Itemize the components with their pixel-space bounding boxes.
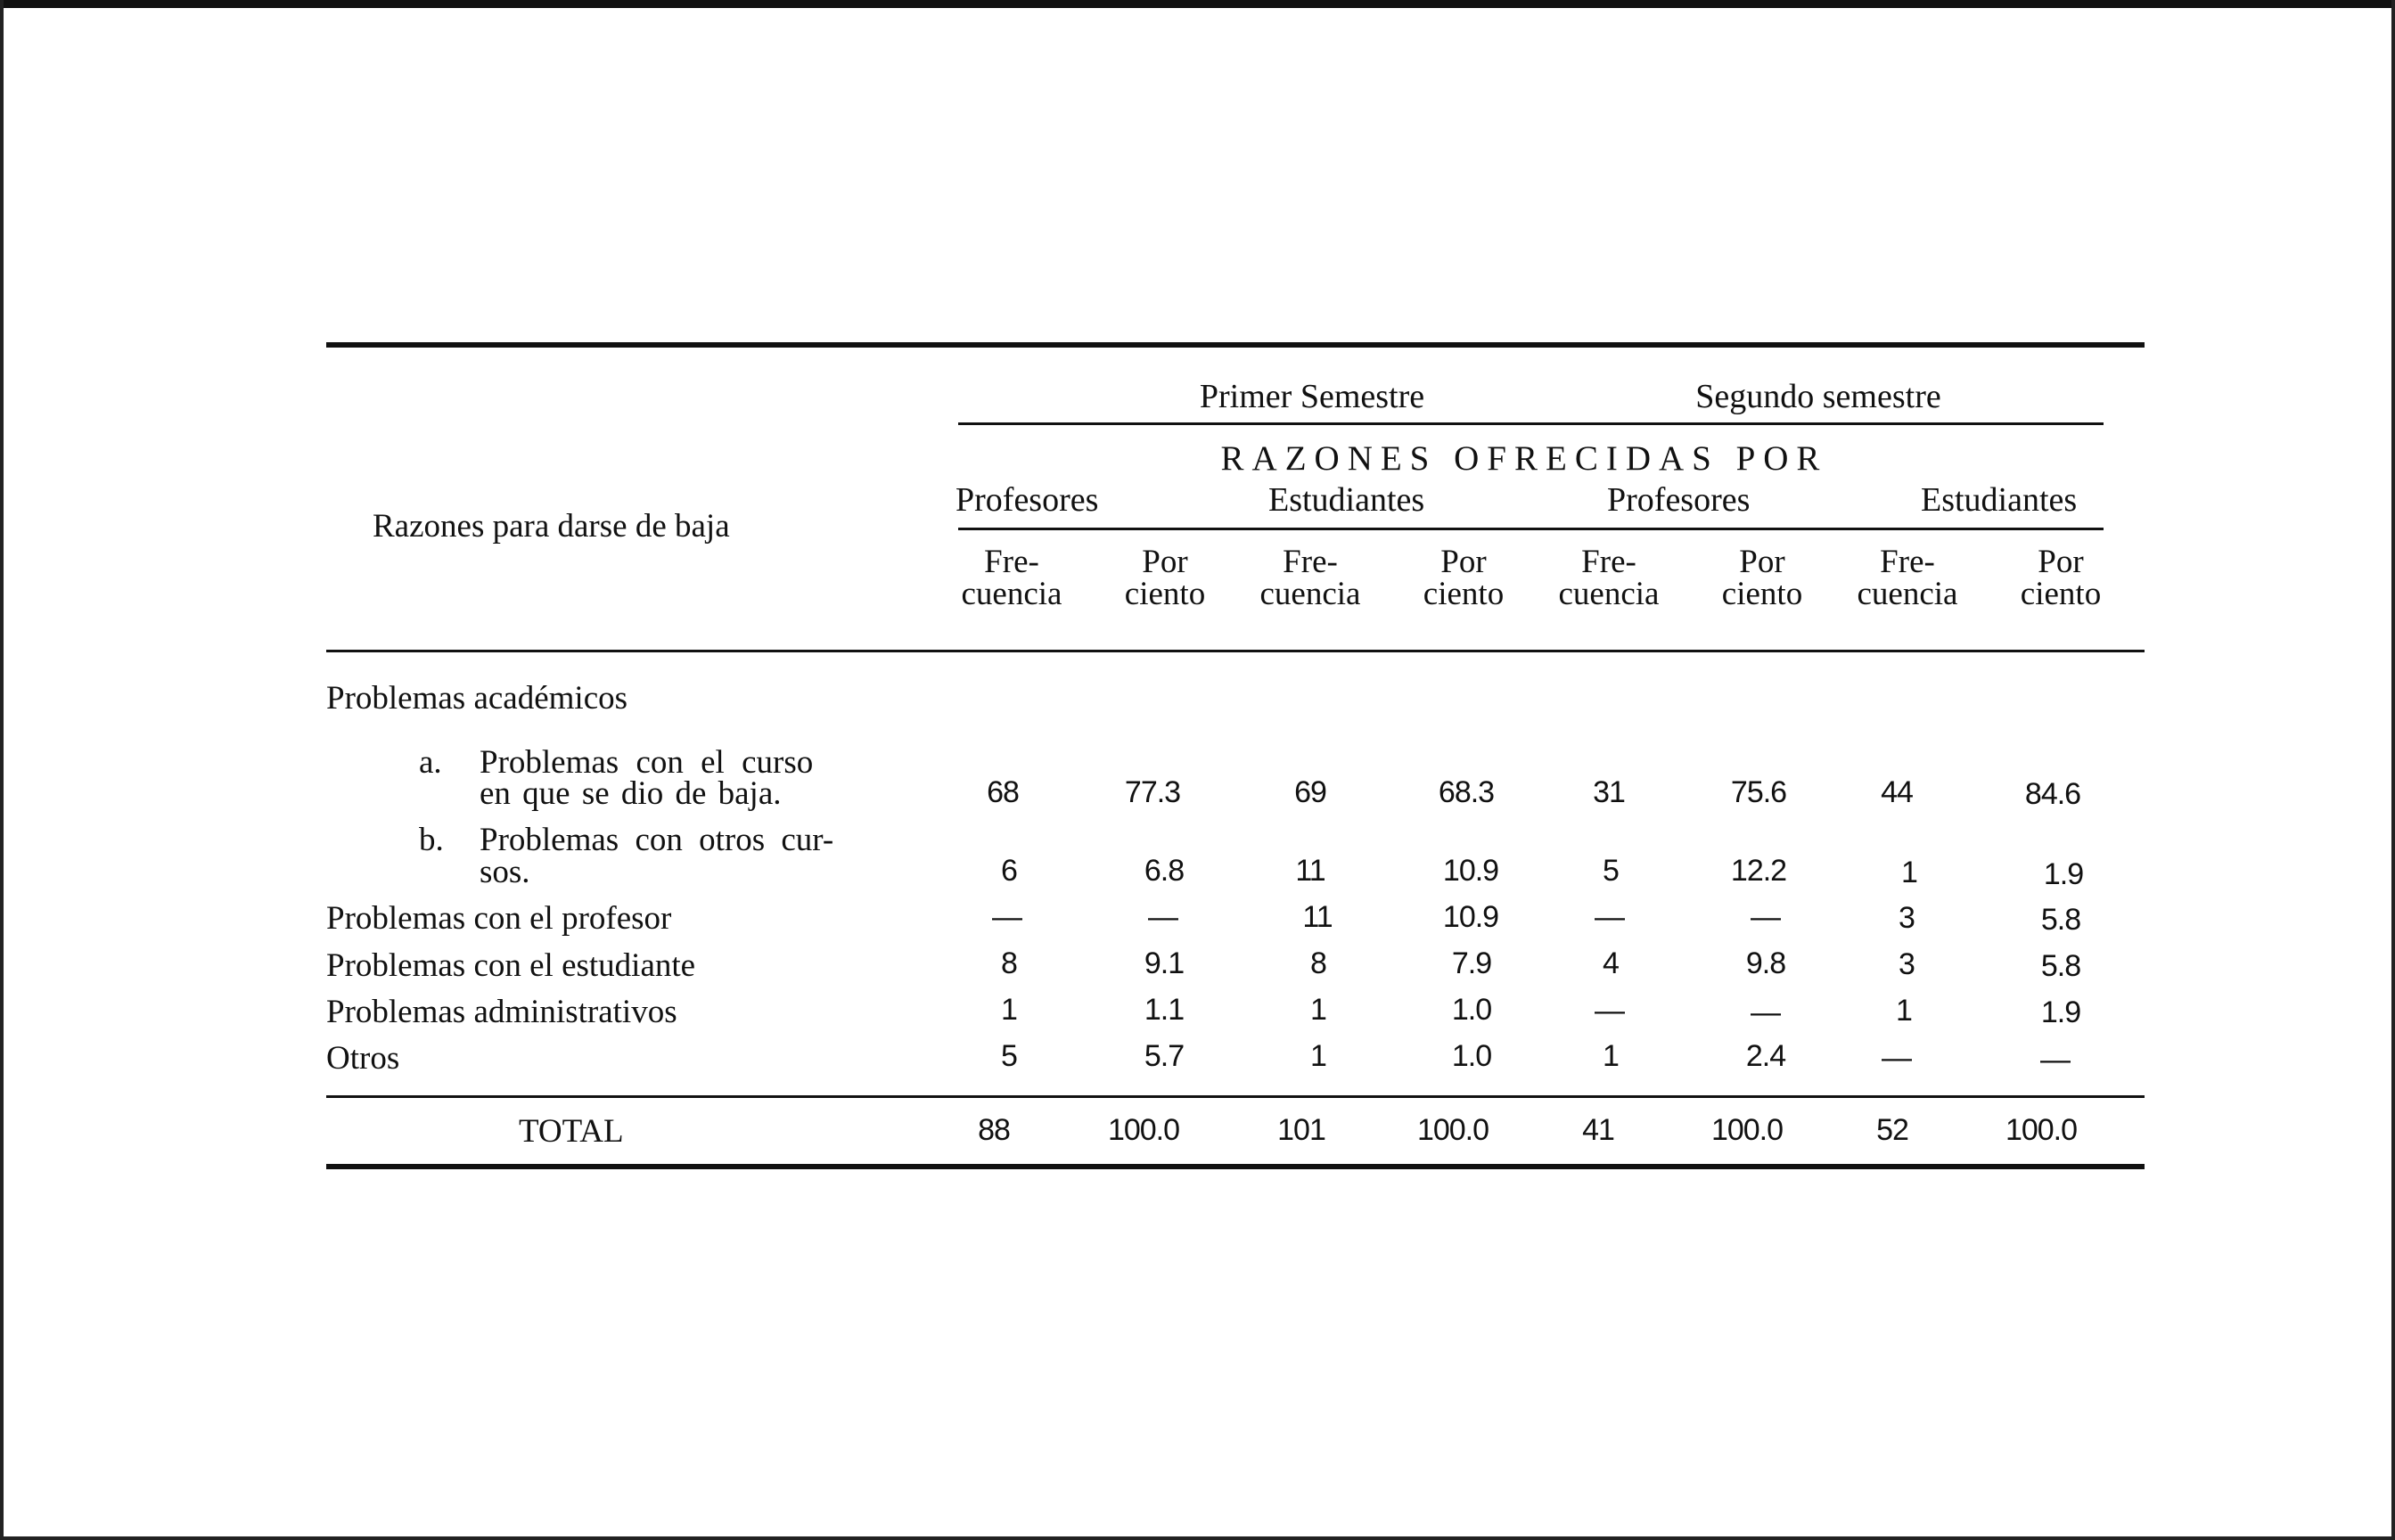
- group-estudiantes-2: Estudiantes: [1921, 481, 2078, 519]
- cell: 3: [1899, 901, 1915, 935]
- subheader-frecuencia: Fre- cuencia: [1857, 544, 1958, 612]
- cell: 1.9: [2040, 995, 2081, 1029]
- cell: 1: [1001, 993, 1017, 1027]
- cell: —: [2040, 1043, 2071, 1077]
- cell: 2.4: [1745, 1039, 1786, 1073]
- subheader-por-ciento: Por ciento: [2020, 544, 2102, 612]
- cell: 1.0: [1451, 1039, 1492, 1073]
- group-profesores-2: Profesores: [1607, 481, 1751, 519]
- cell: 69: [1294, 775, 1326, 809]
- row-label: Problemas con el profesor: [326, 900, 672, 937]
- item-b-marker: b.: [419, 822, 444, 858]
- section-label: Problemas académicos: [326, 680, 628, 717]
- cell: 1.9: [2043, 857, 2084, 891]
- cell: —: [1751, 900, 1781, 934]
- cell: 1: [1896, 994, 1912, 1028]
- cell: 1.0: [1451, 993, 1492, 1027]
- page-border-right: [2391, 0, 2395, 1540]
- cell: 12.2: [1730, 854, 1787, 888]
- cell: 77.3: [1124, 775, 1181, 809]
- cell: 11: [1295, 854, 1325, 888]
- cell: 6.8: [1144, 854, 1185, 888]
- cell: —: [992, 900, 1022, 934]
- cell: 8: [1001, 946, 1017, 980]
- cell: 1: [1901, 856, 1917, 889]
- cell: 44: [1881, 775, 1913, 809]
- subheader-por-ciento: Por ciento: [1124, 544, 1206, 612]
- semester-rule: [958, 422, 2104, 425]
- row-label: Problemas con el estudiante: [326, 947, 696, 984]
- group-rule: [958, 528, 2104, 530]
- item-a-line2: en que se dio de baja.: [480, 775, 782, 812]
- total-cell: 100.0: [1416, 1113, 1489, 1147]
- cell: 9.8: [1745, 946, 1786, 980]
- cell: —: [1882, 1041, 1912, 1075]
- cell: 3: [1899, 947, 1915, 981]
- item-b-line2: sos.: [480, 854, 530, 890]
- cell: 5.8: [2040, 949, 2081, 983]
- reasons-title: RAZONES OFRECIDAS POR: [1220, 439, 1828, 478]
- cell: 5: [1603, 854, 1619, 888]
- total-label: TOTAL: [519, 1113, 624, 1150]
- cell: 11: [1302, 900, 1333, 934]
- semester-2-header: Segundo semestre: [1695, 378, 1941, 415]
- row-label: Problemas administrativos: [326, 994, 677, 1030]
- cell: 5: [1001, 1039, 1017, 1073]
- cell: 8: [1310, 946, 1326, 980]
- cell: 7.9: [1451, 946, 1492, 980]
- subheader-por-ciento: Por ciento: [1423, 544, 1505, 612]
- cell: 4: [1603, 946, 1619, 980]
- item-b-line1: Problemas con otros cur-: [480, 822, 834, 858]
- page-border-top: [0, 0, 2395, 8]
- row-label: Otros: [326, 1040, 400, 1077]
- subheader-frecuencia: Fre- cuencia: [961, 544, 1062, 612]
- cell: —: [1595, 994, 1625, 1028]
- semester-1-header: Primer Semestre: [1199, 378, 1425, 415]
- cell: —: [1148, 900, 1178, 934]
- table-bottom-rule: [326, 1164, 2145, 1169]
- group-estudiantes-1: Estudiantes: [1268, 481, 1425, 519]
- cell: 9.1: [1144, 946, 1185, 980]
- cell: 1.1: [1144, 993, 1185, 1027]
- page-border-bottom: [0, 1536, 2395, 1540]
- total-cell: 52: [1876, 1113, 1908, 1147]
- cell: —: [1751, 995, 1781, 1029]
- subheader-frecuencia: Fre- cuencia: [1259, 544, 1361, 612]
- cell: 1: [1310, 1039, 1326, 1073]
- total-cell: 100.0: [2005, 1113, 2078, 1147]
- subheader-por-ciento: Por ciento: [1721, 544, 1803, 612]
- total-cell: 100.0: [1710, 1113, 1784, 1147]
- cell: 5.7: [1144, 1039, 1185, 1073]
- cell: 1: [1310, 993, 1326, 1027]
- cell: 68: [987, 775, 1019, 809]
- total-cell: 88: [978, 1113, 1010, 1147]
- row-header-label: Razones para darse de baja: [373, 508, 730, 545]
- item-a-marker: a.: [419, 744, 442, 781]
- page-border-left: [0, 0, 4, 1540]
- total-cell: 100.0: [1107, 1113, 1180, 1147]
- total-rule: [326, 1095, 2145, 1098]
- cell: 84.6: [2024, 777, 2081, 811]
- subheader-frecuencia: Fre- cuencia: [1558, 544, 1660, 612]
- total-cell: 101: [1277, 1113, 1325, 1147]
- cell: 68.3: [1438, 775, 1495, 809]
- cell: 31: [1593, 775, 1625, 809]
- cell: 6: [1001, 854, 1017, 888]
- cell: 5.8: [2040, 903, 2081, 937]
- table-top-rule: [326, 342, 2145, 348]
- cell: 1: [1603, 1039, 1619, 1073]
- cell: 75.6: [1730, 775, 1787, 809]
- header-bottom-rule: [326, 650, 2145, 652]
- cell: —: [1595, 900, 1625, 934]
- cell: 10.9: [1442, 900, 1499, 934]
- total-cell: 41: [1582, 1113, 1614, 1147]
- cell: 10.9: [1442, 854, 1499, 888]
- group-profesores-1: Profesores: [956, 481, 1099, 519]
- item-a-line1: Problemas con el curso: [480, 744, 814, 781]
